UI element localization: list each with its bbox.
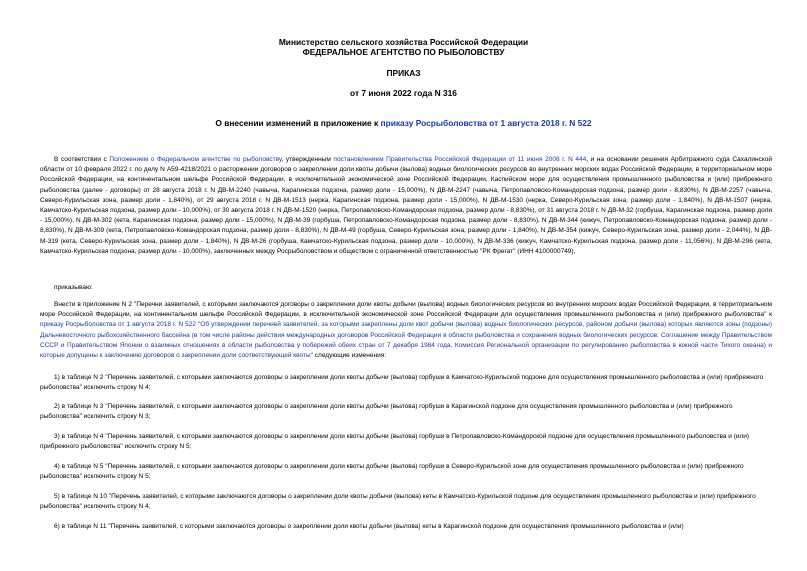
- change-item-2: 2) в таблице N 3 "Перечень заявителей, с которыми заключаются договоры о закреплении доли квоты добычи (вылова) горбуши в Карагинской подзоне для осуществления промышленного рыболовства и (или) прибрежного рыболовства" исключить строку N 3;: [40, 403, 733, 421]
- change-item-1: 1) в таблице N 2 "Перечень заявителей, с которыми заключаются договоры о закреплении доли квоты добычи (вылова) горбуши в Камчатско-Курильской подзоне для осуществления промышленного рыболовства и (или) прибрежного рыболовства" исключить строку N 4;: [40, 374, 764, 392]
- main-text-2: следующие изменения:: [312, 352, 387, 360]
- change-item-5: 5) в таблице N 10 "Перечень заявителей, с которыми заключаются договоры о закреплении доли квоты добычи (вылова) кеты в Камчатско-Курильской подзоне для осуществления промышленного рыболовства и (или) прибрежного рыболовства" исключить строку N 4;: [40, 493, 756, 511]
- regulation-link[interactable]: Положением о Федеральном агентстве по рыболовству: [109, 156, 282, 163]
- title-prefix: О внесении изменений в приложение к: [215, 118, 381, 128]
- order-word: приказываю:: [54, 284, 93, 291]
- ministry-heading: Министерство сельского хозяйства Российской Федерации: [278, 37, 529, 47]
- amended-order-link[interactable]: приказу Росрыболовства от 1 августа 2018 г. N 522 "Об утверждении перечней заявителей, за которыми закреплены доли квот добычи (вылова) водных биологических ресурсов, районом добычи (вылова) которых являются зоны (подзоны) Дальневосточного рыбохозяйственного бассейна (в том числе районы действия международных договоров Российской Федерации в области рыболовства и сохранения водных биологических ресурсов: Соглашение между Правительством СССР и Правительством Японии о взаимных отношениях в области рыболовства у побережий обеих стран от 7 декабря 1984 года, Комиссия Региональной организации по регулированию рыболовства в южной части Тихого океана) и которые допущены к заключению договоров о закреплении доли соответствующей квоты": [40, 321, 772, 360]
- main-paragraph: [40, 300, 772, 362]
- change-item-3: 3) в таблице N 4 "Перечень заявителей, с которыми заключаются договоры о закреплении доли квоты добычи (вылова) горбуши в Петропавловско-Командорской подзоне для осуществления промышленного рыболовства и (или) прибрежного рыболовства" исключить строку N 5;: [40, 433, 750, 451]
- preamble-paragraph: [40, 155, 772, 267]
- government-decree-link[interactable]: постановлением Правительства Российской Федерации от 11 июня 2008 г. N 444: [333, 156, 587, 163]
- change-item-4: 4) в таблице N 5 "Перечень заявителей, с которыми заключаются договоры о закреплении доли квоты добычи (вылова) горбуши в Северо-Курильской зоне для осуществления промышленного рыболовства и (или) прибрежного рыболовства" исключить строку N 5;: [40, 463, 744, 481]
- main-text-1: Внести в приложение N 2 "Перечни заявителей, с которыми заключаются договоры о закреплении доли квоты добычи (вылова) водных биологических ресурсов во внутренних морских водах Российской Федерации, в территориальном море Российской Федерации, на континентальном шельфе Российской Федерации, в исключительной экономической зоне Российской Федерации для осуществления промышленного рыболовства и (или) прибрежного рыболовства" к: [40, 301, 772, 319]
- preamble-text-2: , утвержденным: [281, 156, 334, 163]
- preamble-text-3: , и на основании решения Арбитражного суда Сахалинской области от 10 февраля 2022 г. по делу N А59-4218/2021 о расторжении договоров о закреплении доли квоты добычи (вылова) водных биологических ресурсов во внутренних морских водах Российской Федерации, в территориальном море Российской Федерации, на континентальном шельфе Российской Федерации, в исключительной экономической зоне Российской Федерации, Каспийском море для осуществления промышленного рыболовства и (или) прибрежного рыболовства (далее - договоры) от 28 августа 2018 г. N ДВ-М-2240 (чавыча, Карагинская подзона, размер доли - 15,000%), N ДВ-М-2247 (чавыча, Петропавловско-Командорская подзона, размер доли - 8,830%), N ДВ-М-2257 (чавыча, Северо-Курильская зона, размер доли - 1,840%), от 29 августа 2018 г. N ДВ-М-1513 (нерка, Карагинская подзона, размер доли - 15,000%), N ДВ-М-1530 (нерка, Северо-Курильская зона, размер доли - 1,840%), N ДВ-М-1507 (нерка, Камчатско-Курильская подзона, размер доли - 10,000%), от 30 августа 2018 г. N ДВ-М-1520 (нерка, Петропавловско-Командорская подзона, размер доли - 8,830%), от 31 августа 2018 г. N ДВ-М-32 (горбуша, Карагинская подзона, размер доли - 15,000%), N ДВ-М-302 (кета, Карагинская подзона, размер доли - 15,000%), N ДВ-М-39 (горбуша, Петропавловско-Командорская подзона, размер доли - 8,830%), N ДВ-М-344 (кижуч, Петропавловско-Командорская подзона, размер доли - 8,830%), N ДВ-М-309 (кета, Петропавловско-Командорская подзона, размер доли - 8,830%), N ДВ-М-49 (горбуша, Северо-Курильская зона, размер доли - 1,840%), N ДВ-М-354 (кижуч, Северо-Курильская зона, размер доли - 2,044%), N ДВ-М-319 (кета, Северо-Курильская зона, размер доли - 1,840%), N ДВ-М-26 (горбуша, Камчатско-Курильская подзона, размер доли - 10,000%), N ДВ-М-336 (кижуч, Камчатско-Курильская подзона, размер доли - 11,056%), N ДВ-М-296 (кета, Камчатско-Курильская подзона, размер доли - 10,000%), заключенных между Росрыболовством и обществом с ограниченной ответственностью "РК Фрегат" (ИНН 4100000749),: [40, 156, 772, 255]
- agency-heading: ФЕДЕРАЛЬНОЕ АГЕНТСТВО ПО РЫБОЛОВСТВУ: [302, 47, 505, 57]
- preamble-text-1: В соответствии с: [54, 156, 110, 163]
- change-item-6: 6) в таблице N 11 "Перечень заявителей, с которыми заключаются договоры о закреплении доли квоты добычи (вылова) кеты в Карагинской подзоне для осуществления промышленного рыболовства и (или): [54, 523, 684, 530]
- doc-type-heading: ПРИКАЗ: [386, 68, 421, 78]
- title-order-link[interactable]: приказу Росрыболовства от 1 августа 2018 г. N 522: [380, 118, 592, 128]
- date-number-heading: от 7 июня 2022 года N 316: [350, 88, 457, 98]
- document-title: [0, 118, 807, 128]
